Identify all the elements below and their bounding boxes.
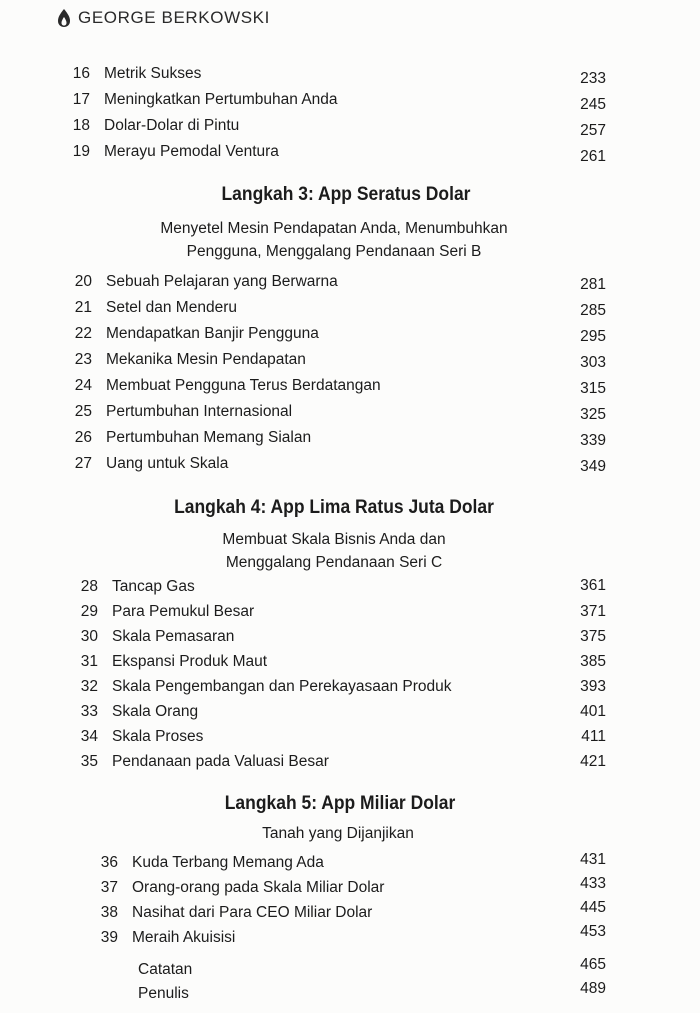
toc-entry[interactable] — [124, 982, 189, 1006]
chapter-title: Uang untuk Skala — [106, 455, 229, 472]
chapter-title: Skala Orang — [112, 703, 199, 720]
page-number: 421 — [580, 753, 606, 770]
chapter-title: Ekspansi Produk Maut — [112, 653, 268, 670]
chapter-number: 31 — [80, 653, 98, 670]
chapter-number: 19 — [72, 143, 90, 160]
page-number: 385 — [580, 653, 606, 670]
toc-entry[interactable] — [62, 296, 237, 320]
toc-entry[interactable] — [62, 400, 292, 424]
toc-entry[interactable] — [60, 114, 239, 138]
chapter-title: Pertumbuhan Internasional — [106, 403, 293, 420]
chapter-number: 36 — [100, 854, 118, 871]
toc-entry[interactable] — [62, 270, 338, 294]
chapter-title: Para Pemukul Besar — [112, 603, 255, 620]
page-number: 453 — [580, 923, 606, 940]
page-number: 281 — [580, 276, 606, 293]
chapter-title: Sebuah Pelajaran yang Berwarna — [106, 273, 338, 290]
chapter-number: 18 — [72, 117, 90, 134]
part-subtitle: Pengguna, Menggalang Pendanaan Seri B — [186, 243, 482, 260]
chapter-number: 27 — [74, 455, 92, 472]
chapter-number: 35 — [80, 753, 98, 770]
toc-entry[interactable] — [68, 625, 234, 649]
chapter-title: Orang-orang pada Skala Miliar Dolar — [132, 879, 385, 896]
toc-entry[interactable] — [68, 725, 203, 749]
toc-entry[interactable] — [68, 675, 452, 699]
toc-entry[interactable] — [60, 62, 201, 86]
page-number: 303 — [580, 354, 606, 371]
page-number: 349 — [580, 458, 606, 475]
toc-entry[interactable] — [68, 650, 267, 674]
chapter-number: 20 — [74, 273, 92, 290]
part-subtitle: Membuat Skala Bisnis Anda dan — [222, 531, 446, 548]
page-number: 433 — [580, 875, 606, 892]
chapter-title: Meningkatkan Pertumbuhan Anda — [104, 91, 338, 108]
chapter-number: 25 — [74, 403, 92, 420]
chapter-number: 33 — [80, 703, 98, 720]
chapter-title: Membuat Pengguna Terus Berdatangan — [106, 377, 381, 394]
chapter-number: 21 — [74, 299, 92, 316]
part-subtitle: Menggalang Pendanaan Seri C — [225, 554, 443, 571]
backmatter-title: Penulis — [138, 985, 189, 1002]
chapter-title: Meraih Akuisisi — [132, 929, 236, 946]
chapter-title: Dolar-Dolar di Pintu — [104, 117, 240, 134]
page-number: 315 — [580, 380, 606, 397]
page-number: 393 — [580, 678, 606, 695]
chapter-number: 38 — [100, 904, 118, 921]
chapter-title: Skala Pemasaran — [112, 628, 235, 645]
flame-logo-icon — [56, 8, 72, 28]
page-number: 257 — [580, 122, 606, 139]
chapter-title: Skala Proses — [112, 728, 204, 745]
page-number: 375 — [580, 628, 606, 645]
toc-entry[interactable] — [62, 374, 381, 398]
toc-entry[interactable] — [62, 452, 228, 476]
toc-entry[interactable] — [88, 851, 324, 875]
chapter-title: Kuda Terbang Memang Ada — [132, 854, 324, 871]
chapter-title: Metrik Sukses — [104, 65, 202, 82]
toc-entry[interactable] — [60, 140, 279, 164]
chapter-number: 16 — [72, 65, 90, 82]
page-number: 411 — [581, 728, 606, 745]
author-name: GEORGE BERKOWSKI — [78, 8, 270, 27]
toc-entry[interactable] — [68, 575, 195, 599]
page-number: 233 — [580, 70, 606, 87]
page-number: 431 — [580, 851, 606, 868]
chapter-number: 17 — [72, 91, 90, 108]
chapter-number: 34 — [80, 728, 98, 745]
chapter-number: 22 — [74, 325, 92, 342]
toc-entry[interactable] — [68, 700, 198, 724]
page-number: 295 — [580, 328, 606, 345]
part-subtitle: Tanah yang Dijanjikan — [262, 825, 414, 842]
running-header — [56, 8, 270, 28]
page-number: 325 — [580, 406, 606, 423]
chapter-title: Tancap Gas — [112, 578, 195, 595]
backmatter-title: Catatan — [138, 961, 193, 978]
chapter-number: 32 — [80, 678, 98, 695]
page-number: 339 — [580, 432, 606, 449]
toc-entry[interactable] — [62, 426, 311, 450]
toc-entry[interactable] — [88, 901, 372, 925]
chapter-number: 39 — [100, 929, 118, 946]
chapter-number: 37 — [100, 879, 118, 896]
toc-entry[interactable] — [88, 876, 384, 900]
chapter-title: Mekanika Mesin Pendapatan — [106, 351, 306, 368]
chapter-number: 29 — [80, 603, 98, 620]
chapter-number: 24 — [74, 377, 92, 394]
chapter-title: Setel dan Menderu — [106, 299, 237, 316]
part-subtitle: Menyetel Mesin Pendapatan Anda, Menumbuhkan — [160, 220, 508, 237]
chapter-title: Pertumbuhan Memang Sialan — [106, 429, 312, 446]
chapter-title: Skala Pengembangan dan Perekayasaan Produk — [112, 678, 452, 695]
chapter-number: 30 — [80, 628, 98, 645]
chapter-number: 26 — [74, 429, 92, 446]
toc-entry[interactable] — [60, 88, 338, 112]
page-number: 285 — [580, 302, 606, 319]
chapter-title: Nasihat dari Para CEO Miliar Dolar — [132, 904, 373, 921]
page-number: 261 — [580, 148, 606, 165]
part-title: Langkah 4: App Lima Ratus Juta Dolar — [174, 497, 494, 518]
page-number: 361 — [580, 577, 606, 594]
chapter-title: Pendanaan pada Valuasi Besar — [112, 753, 329, 770]
toc-entry[interactable] — [88, 926, 235, 950]
page-number: 401 — [580, 703, 606, 720]
page-number: 445 — [580, 899, 606, 916]
toc-entry[interactable] — [62, 348, 306, 372]
page-number: 245 — [580, 96, 606, 113]
part-title: Langkah 3: App Seratus Dolar — [221, 184, 471, 205]
chapter-title: Mendapatkan Banjir Pengguna — [106, 325, 319, 342]
page-number: 465 — [580, 956, 606, 973]
toc-entry[interactable] — [68, 600, 254, 624]
chapter-number: 23 — [74, 351, 92, 368]
part-title: Langkah 5: App Miliar Dolar — [224, 793, 456, 814]
toc-entry[interactable] — [68, 750, 329, 774]
toc-entry[interactable] — [124, 958, 192, 982]
toc-entry[interactable] — [62, 322, 319, 346]
chapter-title: Merayu Pemodal Ventura — [104, 143, 279, 160]
chapter-number: 28 — [80, 578, 98, 595]
page-number: 371 — [580, 603, 606, 620]
page-number: 489 — [580, 980, 606, 997]
